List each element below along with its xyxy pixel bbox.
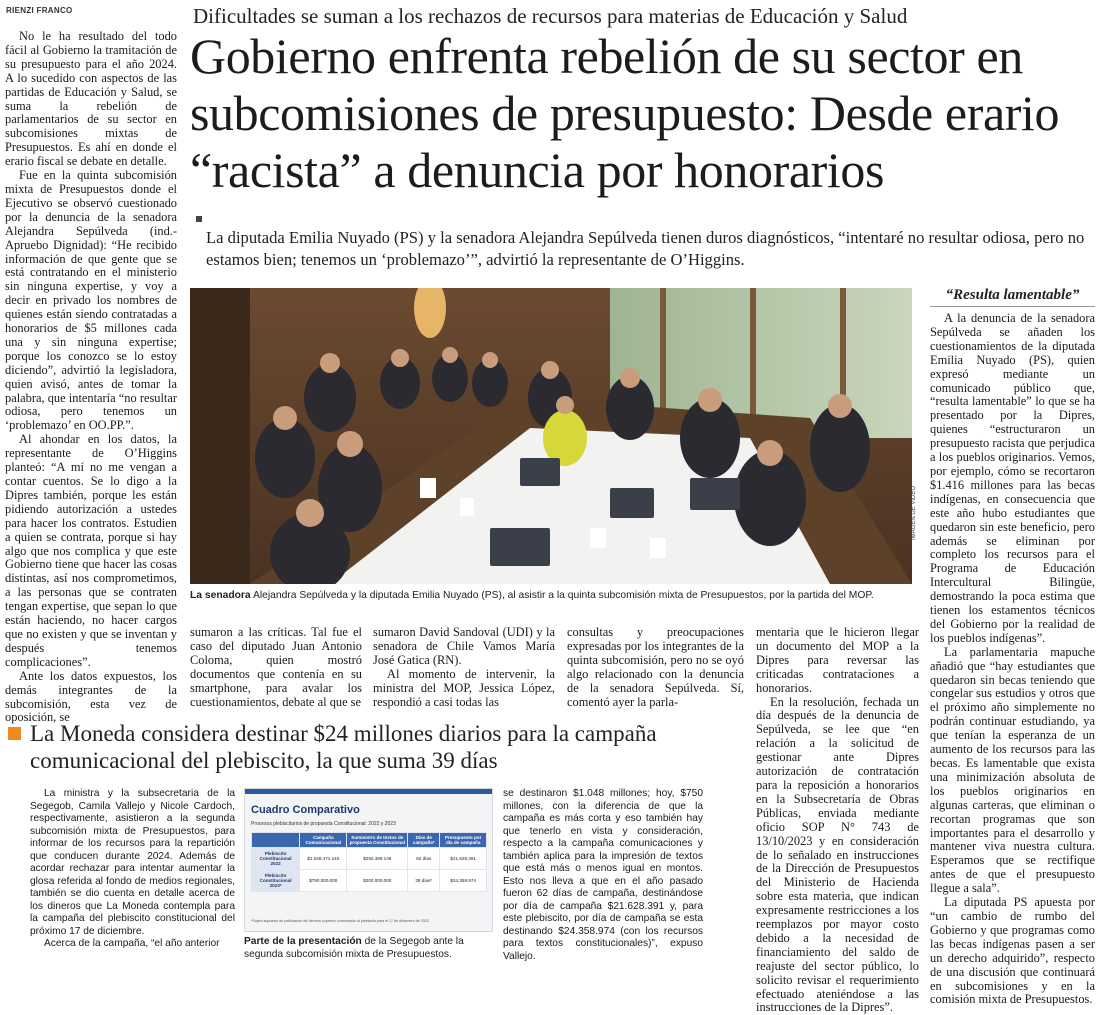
table-header: Suministro de textos de propuesta Constitucional xyxy=(347,833,408,848)
table-cell: Plebiscito Constitucional 2023* xyxy=(252,870,300,892)
paragraph: Acerca de la campaña, “el año anterior xyxy=(44,938,220,949)
table-header-row xyxy=(252,833,487,848)
sub-article-bullet xyxy=(8,727,21,740)
deck: La diputada Emilia Nuyado (PS) y la senadora Alejandra Sepúlveda tienen duros diagnósticos, “intentaré no resultar odiosa, pero no estamos bien; tenemos un ‘problemazo’”, advirtió la representante de O’Higgins. xyxy=(206,228,1085,269)
sidebar-title: “Resulta lamentable” xyxy=(945,287,1080,303)
figure-accent-stripe xyxy=(245,789,492,794)
article-column-1 xyxy=(5,30,177,725)
figure-subtitle: Procesos plebiscitarios de propuesta Constitucional: 2022 y 2023 xyxy=(251,821,396,827)
figure-footnote: *Sujeto supuesto de publicación del decreto supremo convocando al plebiscito para el 17 de diciembre de 2023 xyxy=(251,919,429,923)
kicker: Dificultades se suman a los rechazos de recursos para materias de Educación y Salud xyxy=(193,4,908,28)
sub-article-title: La Moneda considera destinar $24 millones diarios para la campaña comunicacional del plebiscito, la que suma 39 días xyxy=(30,721,657,773)
paragraph: A la denuncia de la senadora Sepúlveda se añaden los cuestionamientos de la diputada Emilia Nuyado (PS), quien expresó mediante un comunicado público que, “resulta lamentable” lo que se ha presentado por la Dipres, quienes “estructuraron un presupuesto racista que perjudica a los pueblos originarios. Vemos, por ejemplo, cómo se recortaron $1.416 millones para las becas indígenas, en consecuencia que este año hubo estudiantes que quedaron sin este beneficio, pero además se eliminan por completo los recursos para el Programa de Educación Intercultural Bilingüe, demostrando la poca estima que tienen los estamentos técnicos del Gobierno por la realidad de los pueblos indígenas”. xyxy=(930,311,1095,645)
table-cell: 62 días xyxy=(408,848,440,870)
table-cell: $750.000.000 xyxy=(300,870,347,892)
figure-caption-lead: Parte de la presentación xyxy=(244,936,362,947)
table-header: Presupuesto por día de campaña xyxy=(440,833,487,848)
table-row xyxy=(252,870,487,892)
sidebar-divider xyxy=(930,306,1095,307)
sub-article-column-1 xyxy=(30,788,235,951)
paragraph: La ministra y la subsecretaria de la Segegob, Camila Vallejo y Nicole Cardoch, respectivamente, asistieron a la segunda subcomisión mixta de Presupuestos, para informar de los recursos para la repartición que conducen durante 2024. Además de acordar rechazar para intentar aumentar la glosa referida al fondo de medios regionales, también se dio cuenta en detalle acerca de los dineros que La Moneda contempla para la campaña del plebiscito constitucional del próximo 17 de diciembre. xyxy=(30,788,235,937)
photo-caption-lead: La senadora xyxy=(190,590,251,601)
article-column-3 xyxy=(373,626,555,709)
sub-article-column-2 xyxy=(503,788,703,963)
byline: RIENZI FRANCO xyxy=(6,6,73,15)
table-cell: $1.048.471.140 xyxy=(300,848,347,870)
table-cell: 39 días* xyxy=(408,870,440,892)
meeting-photo xyxy=(190,288,912,584)
table-cell: $24.358.974 xyxy=(440,870,487,892)
table-header xyxy=(252,833,300,848)
paragraph: consultas y preocupaciones expresadas por los integrantes de la quinta subcomisión, pero no se oyó algo relacionado con la denuncia de la senadora Sepúlveda. Sí, comentó ayer la parla- xyxy=(567,625,744,709)
paragraph: La diputada PS apuesta por “un cambio de rumbo del Gobierno y que programas como las becas indígenas pasen a ser un derecho adquirido”, respecto de una discusión que continuará en subcomisiones y en la comisión mixta de Presupuestos. xyxy=(930,895,1095,1007)
sidebar-column xyxy=(930,312,1095,1007)
article-column-5 xyxy=(756,626,919,1015)
table-cell: $21.628.391 xyxy=(440,848,487,870)
paragraph: Al momento de intervenir, la ministra del MOP, Jessica López, respondió a casi todas las xyxy=(373,666,555,709)
deck-bullet xyxy=(196,216,202,222)
paragraph: sumaron David Sandoval (UDI) y la senadora de Chile Vamos María José Gatica (RN). xyxy=(373,625,555,667)
paragraph: Fue en la quinta subcomisión mixta de Presupuestos donde el Ejecutivo se observó cuestionado por la denuncia de la senadora Alejandra Sepúlveda (ind.-Apruebo Dignidad): “He recibido información de que gente que se está contratando en el ministerio sin ninguna expertise, y voy a decir en privado los nombres de quienes están siendo contratadas a honorarios de $5 millones cada una y sin ninguna expertise; porque los conozco se lo estoy diciendo”, advirtió la legisladora, quien avisó, antes de tomar la palabra, que intentaría “no resultar odiosa, pero tenemos un ‘problemazo’ en OO.PP.”. xyxy=(5,168,177,433)
table-row xyxy=(252,848,487,870)
paragraph: No le ha resultado del todo fácil al Gobierno la tramitación de su presupuesto para el año 2024. A lo sucedido con aspectos de las partidas de Educación y Salud, se suma la rebelión de parlamentarios de su sector en subcomisiones mixtas de Presupuestos. Es ahí en donde el erario fiscal se debate en detalle. xyxy=(5,29,177,169)
figure-title: Cuadro Comparativo xyxy=(251,804,360,816)
headline: Gobierno enfrenta rebelión de su sector en subcomisiones de presupuesto: Desde erario “racista” a denuncia por honorarios xyxy=(190,28,1060,198)
table-cell: $200.000.000 xyxy=(347,870,408,892)
photo-caption-text: Alejandra Sepúlveda y la diputada Emilia Nuyado (PS), al asistir a la quinta subcomisión mixta de Presupuestos, por la partida del MOP. xyxy=(250,590,874,601)
table-header: Días de campaña* xyxy=(408,833,440,848)
table-header: Campaña Comunicacional xyxy=(300,833,347,848)
figure-caption-text: de la Segegob ante la segunda subcomisión mixta de Presupuestos. xyxy=(244,936,464,960)
paragraph: mentaria que le hicieron llegar un documento del MOP a la Dipres para reversar las criticadas contrataciones a honorarios. xyxy=(756,625,919,695)
article-column-4 xyxy=(567,626,744,709)
paragraph: se destinaron $1.048 millones; hoy, $750 millones, con la diferencia de que la campaña es más corta y eso también hay que tenerlo en vista y consideración, respecto a la campaña comunicaciones y también aplica para la impresión de textos que está más o menos igual en montos. Esto nos lleva a que en el año pasado fueron 62 días de campaña, destinándose por día de campaña $21.628.391 y, para este plebiscito, por día de campaña se esta destinando $24.358.974 (con los recursos para textos constitucionales)”, expuso Vallejo. xyxy=(503,788,703,962)
paragraph: sumaron a las críticas. Tal fue el caso del diputado Juan Antonio Coloma, quien mostró documentos que contenía en su smartphone, para avalar los cuestionamientos, debate al que se xyxy=(190,625,362,709)
comparison-table xyxy=(251,832,487,892)
article-column-2 xyxy=(190,626,362,709)
paragraph: En la resolución, fechada un día después de la denuncia de Sepúlveda, se lee que “en relación a la solicitud de gestionar ante Dipres autorización de contratación para la reposición a honorarios en la Subsecretaría de Obras Públicas, enviada mediante oficio SOP N° 743 de 13/10/2023 y en consideración de lo señalado en instrucciones de la Dirección de Presupuestos del Ministerio de Hacienda sobre esta materia, que indican expresamente restricciones a los reemplazos por mayor costo debido a la necesidad de financiamiento del saldo de reajuste del sector público, lo solicito revisar el requerimiento efectuado ateniéndose a las instrucciones de la Dipres”. xyxy=(756,694,919,1015)
photo-caption xyxy=(190,589,912,602)
paragraph: Al ahondar en los datos, la representante de O’Higgins planteó: “A mí no me vengan a contar cuentos. Se lo digo a la Dipres también, porque les están pidiendo autorización a ustedes para hacer los contratos. Estudien a quien se contrata, porque si hay algo que nos complica y que este Gobierno tiene que hacer las cosas distintas, así nos comprometimos, a las personas que se contraten tengan expertise, que sepan lo que están haciendo, no hacer cargos que no existen y que se inventan y después tenemos complicaciones”. xyxy=(5,432,177,669)
comparison-table-figure xyxy=(244,788,493,932)
photo-credit: IMAGEN DE VIDEO xyxy=(911,485,917,540)
figure-caption xyxy=(244,936,494,961)
paragraph: Ante los datos expuestos, los demás integrantes de la subcomisión, esta vez de oposición, se xyxy=(5,668,177,725)
table-cell: Plebiscito Constitucional 2022 xyxy=(252,848,300,870)
table-cell: $292.489.148 xyxy=(347,848,408,870)
paragraph: La parlamentaria mapuche añadió que “hay estudiantes que quedaron sin becas teniendo que congelar sus estudios y otros que el próximo año simplemente no podrán continuar estudiando, ya que tenían la esperanza de un aumento de los recursos para las becas. Es lamentable que exista una minimización absoluta de los pueblos originarios en algunas carteras, que eliminan o recortan programas que son importantes para el desarrollo y mantener viva nuestra cultura. Esperamos que se rectifique antes de que el presupuesto llegue a sala”. xyxy=(930,644,1095,896)
